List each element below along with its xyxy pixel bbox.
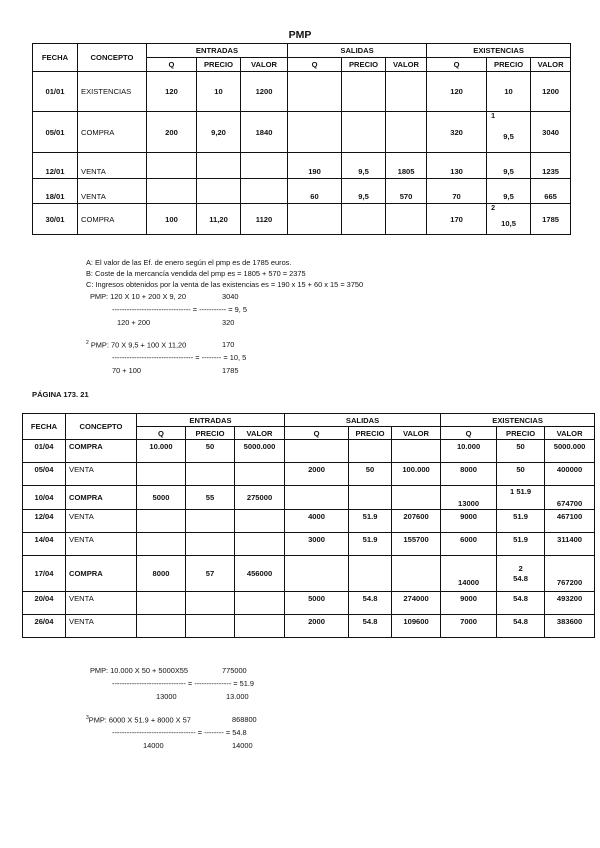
salida-valor [386,112,427,153]
existencia-valor: 383600 [545,615,595,638]
cell-value: 10,5 [501,218,516,228]
pmp3-denominator: 13000 [156,692,177,701]
cell-concepto: COMPRA [66,486,137,510]
entrada-q [137,615,186,638]
salida-precio [349,556,392,592]
salida-valor: 155700 [392,533,441,556]
existencia-q: 120 [427,72,487,112]
existencia-q: 9000 [441,592,497,615]
entrada-q [137,592,186,615]
existencia-precio: 54.8 [497,615,545,638]
table-row [23,592,595,615]
table-row [33,179,571,204]
salida-valor [386,72,427,112]
salida-precio: 54.8 [349,615,392,638]
existencia-valor: 767200 [545,556,595,592]
salida-precio: 50 [349,463,392,486]
pmp-table-april [22,413,595,638]
subheader-valor: VALOR [241,58,288,72]
subheader-q: Q [288,58,342,72]
existencia-precio: 51.9 [497,533,545,556]
existencia-q: 320 [427,112,487,153]
entrada-valor [235,463,285,486]
existencia-precio: 9,5 [487,179,531,204]
cell-fecha: 30/01 [33,204,78,235]
table-row [23,463,595,486]
subheader-q: Q [441,427,497,440]
entrada-precio [197,153,241,179]
entrada-precio: 9,20 [197,112,241,153]
salida-q: 60 [288,179,342,204]
pmp3-numerator: PMP: 10.000 X 50 + 5000X55 [90,666,188,675]
pmp4-numerator-value: 868800 [232,715,257,724]
existencia-q: 8000 [441,463,497,486]
table-row [23,510,595,533]
entrada-q [137,533,186,556]
page-label: PÁGINA 173. 21 [32,390,89,399]
entrada-q [137,463,186,486]
entrada-valor: 5000.000 [235,440,285,463]
salida-precio: 51.9 [349,510,392,533]
header-fecha: FECHA [33,44,78,72]
salida-precio [342,112,386,153]
cell-fecha: 12/01 [33,153,78,179]
existencia-valor: 674700 [545,486,595,510]
pmp-table-january [32,43,571,235]
header-salidas: SALIDAS [288,44,427,58]
subheader-precio: PRECIO [342,58,386,72]
entrada-precio: 57 [186,556,235,592]
header-existencias: EXISTENCIAS [441,414,595,427]
existencia-valor: 311400 [545,533,595,556]
existencia-precio [487,204,531,235]
existencia-valor: 1235 [531,153,571,179]
pmp2-numerator-value: 170 [222,340,235,349]
cell-concepto: COMPRA [78,112,147,153]
existencia-precio: 2 54.8 [497,556,545,592]
pmp3-numerator-value: 775000 [222,666,247,675]
entrada-precio [186,592,235,615]
pmp2-denominator: 70 + 100 [112,366,141,375]
salida-valor: 1805 [386,153,427,179]
header-fecha: FECHA [23,414,66,440]
pmp4-numerator [86,715,191,724]
salida-valor: 100.000 [392,463,441,486]
pmp1-denominator-value: 320 [222,318,235,327]
pmp4-numerator-text: PMP: 6000 X 51.9 + 8000 X 57 [88,715,191,725]
salida-valor: 274000 [392,592,441,615]
cell-fecha: 05/04 [23,463,66,486]
subheader-valor: VALOR [235,427,285,440]
table-row [23,615,595,638]
entrada-precio [186,463,235,486]
subheader-q: Q [147,58,197,72]
salida-q [285,556,349,592]
salida-q [288,204,342,235]
salida-valor [392,440,441,463]
subheader-q: Q [427,58,487,72]
salida-valor [392,486,441,510]
salida-precio [349,486,392,510]
existencia-q: 14000 [441,556,497,592]
existencia-valor: 1785 [531,204,571,235]
pmp1-fraction-line: -------------------------------- = ----------- = 9, 5 [112,305,248,314]
entrada-valor: 456000 [235,556,285,592]
existencia-q: 9000 [441,510,497,533]
existencia-valor: 467100 [545,510,595,533]
entrada-q: 100 [147,204,197,235]
existencia-valor: 400000 [545,463,595,486]
existencia-q: 6000 [441,533,497,556]
salida-q: 190 [288,153,342,179]
table-row [23,440,595,463]
subheader-q: Q [285,427,349,440]
entrada-precio: 11,20 [197,204,241,235]
subheader-precio: PRECIO [197,58,241,72]
pmp4-denominator-value: 14000 [232,741,253,750]
cell-concepto: COMPRA [78,204,147,235]
table-row [23,556,595,592]
salida-q: 2000 [285,463,349,486]
pmp2-denominator-value: 1785 [222,366,239,375]
existencia-precio: 51.9 [497,510,545,533]
pmp4-denominator: 14000 [143,741,164,750]
entrada-precio: 50 [186,440,235,463]
subheader-precio: PRECIO [186,427,235,440]
note-a: A: El valor de las Ef. de enero según el pmp es de 1785 euros. [86,258,292,267]
entrada-precio [197,179,241,204]
salida-valor: 570 [386,179,427,204]
footnote-marker: 2 [491,205,495,212]
salida-q [285,486,349,510]
salida-precio [342,72,386,112]
existencia-precio: 50 [497,463,545,486]
cell-fecha: 26/04 [23,615,66,638]
existencia-precio: 1 51.9 [497,486,545,510]
cell-concepto: VENTA [66,463,137,486]
salida-precio [349,440,392,463]
existencia-valor: 3040 [531,112,571,153]
cell-concepto: VENTA [66,615,137,638]
subheader-precio: PRECIO [349,427,392,440]
cell-fecha: 10/04 [23,486,66,510]
entrada-valor: 275000 [235,486,285,510]
header-concepto: CONCEPTO [78,44,147,72]
salida-precio: 51.9 [349,533,392,556]
existencia-valor: 5000.000 [545,440,595,463]
header-salidas: SALIDAS [285,414,441,427]
entrada-valor [241,179,288,204]
table-row [33,153,571,179]
entrada-precio: 10 [197,72,241,112]
entrada-precio [186,510,235,533]
existencia-q: 70 [427,179,487,204]
entrada-q [147,179,197,204]
salida-q: 4000 [285,510,349,533]
header-existencias: EXISTENCIAS [427,44,571,58]
pmp1-numerator: PMP: 120 X 10 + 200 X 9, 20 [90,292,186,301]
entrada-q: 200 [147,112,197,153]
table-row [33,112,571,153]
existencia-q: 7000 [441,615,497,638]
existencia-precio: 10 [487,72,531,112]
entrada-valor: 1200 [241,72,288,112]
salida-precio [342,204,386,235]
cell-fecha: 12/04 [23,510,66,533]
note-b: B: Coste de la mercancía vendida del pmp es = 1805 + 570 = 2375 [86,269,306,278]
footnote-marker: 3 [86,715,89,721]
cell-concepto: COMPRA [66,556,137,592]
entrada-precio: 55 [186,486,235,510]
existencia-precio: 50 [497,440,545,463]
cell-fecha: 18/01 [33,179,78,204]
salida-precio: 9,5 [342,153,386,179]
salida-q: 2000 [285,615,349,638]
header-entradas: ENTRADAS [137,414,285,427]
cell-fecha: 01/01 [33,72,78,112]
existencia-precio: 9,5 [487,153,531,179]
footnote-marker: 2 [86,340,89,346]
footnote-marker: 1 [491,113,495,120]
salida-valor [386,204,427,235]
page-title: PMP [288,29,312,41]
subheader-precio: PRECIO [487,58,531,72]
subheader-precio: PRECIO [497,427,545,440]
entrada-valor: 1840 [241,112,288,153]
pmp3-denominator-value: 13.000 [226,692,249,701]
entrada-q: 8000 [137,556,186,592]
entrada-q [137,510,186,533]
existencia-q: 170 [427,204,487,235]
salida-q: 5000 [285,592,349,615]
existencia-valor: 493200 [545,592,595,615]
entrada-q: 120 [147,72,197,112]
existencia-precio: 54.8 [497,592,545,615]
existencia-q: 10.000 [441,440,497,463]
pmp2-numerator [86,340,186,349]
subheader-valor: VALOR [531,58,571,72]
pmp2-numerator-text: PMP: 70 X 9,5 + 100 X 11,20 [90,340,187,350]
subheader-valor: VALOR [545,427,595,440]
subheader-valor: VALOR [386,58,427,72]
salida-q [288,112,342,153]
cell-concepto: EXISTENCIAS [78,72,147,112]
existencia-valor: 1200 [531,72,571,112]
subheader-valor: VALOR [392,427,441,440]
cell-fecha: 14/04 [23,533,66,556]
salida-valor: 109600 [392,615,441,638]
cell-concepto: VENTA [66,533,137,556]
pmp1-denominator: 120 + 200 [117,318,151,327]
entrada-q: 10.000 [137,440,186,463]
pmp1-numerator-value: 3040 [222,292,239,301]
table-row [33,204,571,235]
cell-fecha: 05/01 [33,112,78,153]
cell-concepto: VENTA [78,153,147,179]
salida-precio: 9,5 [342,179,386,204]
salida-q [288,72,342,112]
pmp4-fraction-line: ---------------------------------- = -------- = 54.8 [112,728,247,737]
entrada-precio [186,615,235,638]
entrada-q: 5000 [137,486,186,510]
entrada-valor [241,153,288,179]
entrada-q [147,153,197,179]
cell-concepto: COMPRA [66,440,137,463]
existencia-q: 130 [427,153,487,179]
subheader-q: Q [137,427,186,440]
header-concepto: CONCEPTO [66,414,137,440]
salida-q: 3000 [285,533,349,556]
cell-concepto: VENTA [78,179,147,204]
entrada-precio [186,533,235,556]
salida-valor: 207600 [392,510,441,533]
header-entradas: ENTRADAS [147,44,288,58]
cell-fecha: 20/04 [23,592,66,615]
salida-q [285,440,349,463]
entrada-valor [235,533,285,556]
salida-valor [392,556,441,592]
table-row [23,533,595,556]
existencia-q: 13000 [441,486,497,510]
salida-precio: 54.8 [349,592,392,615]
entrada-valor [235,510,285,533]
cell-concepto: VENTA [66,510,137,533]
cell-value: 9,5 [503,131,514,141]
pmp2-fraction-line: --------------------------------- = -------- = 10, 5 [112,353,247,362]
table-row [23,486,595,510]
note-c: C: Ingresos obtenidos por la venta de las existencias es = 190 x 15 + 60 x 15 = 3750 [86,280,364,289]
pmp3-fraction-line: ------------------------------ = --------------- = 51.9 [112,679,254,688]
table-row [33,72,571,112]
entrada-valor [235,615,285,638]
cell-fecha: 01/04 [23,440,66,463]
entrada-valor [235,592,285,615]
existencia-valor: 665 [531,179,571,204]
existencia-precio [487,112,531,153]
cell-fecha: 17/04 [23,556,66,592]
entrada-valor: 1120 [241,204,288,235]
cell-concepto: VENTA [66,592,137,615]
